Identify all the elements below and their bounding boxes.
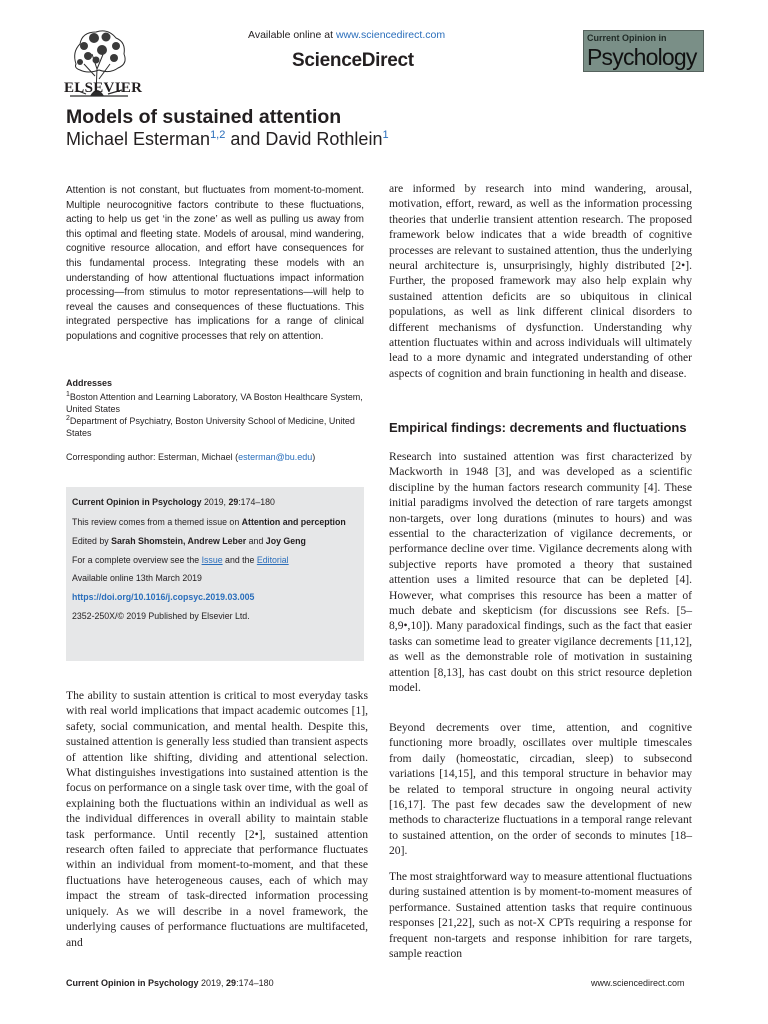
- info-overview: For a complete overview see the Issue and the Editorial: [72, 555, 289, 565]
- authors: Michael Esterman$^{1,2}$ and David Rothlein$^1$: [66, 129, 389, 149]
- info-available-date: Available online 13th March 2019: [72, 573, 202, 583]
- article-info-box: [66, 487, 364, 661]
- body-paragraph-right-4: The most straightforward way to measure attentional fluctuations during sustained attention is by moment-to-moment measures of performance. Sustained attention tasks that require continuous responses [21,22], such as not-X CPTs requiring a response for frequent non-targets and response inhibition for rare targets, sample reaction: [389, 870, 692, 961]
- sciencedirect-link[interactable]: www.sciencedirect.com: [335, 29, 446, 41]
- body-paragraph-right-1: are informed by research into mind wandering, arousal, motivation, effort, reward, as well as the information processing theories that underlie transient attention research. The proposed framework below indicates that a wide breadth of cognitive processes are relevant to sustained attention, thus the underlying neural architecture is, unsurprisingly, highly distributed [2•]. Further, the proposed framework may also help explain why sustained attention deficits are so ubiquitous in clinical populations, as well as link different clinical disorders to different mechanisms of dysfunction. Understanding why attention fluctuates within and across individuals will ultimately lead to a more dynamic and integrated understanding of other aspects of cognition and brain functioning in health and disease.: [389, 182, 692, 380]
- info-citation: Current Opinion in Psychology 2019, 29:174–180: [72, 497, 275, 507]
- doi-link[interactable]: https://doi.org/10.1016/j.copsyc.2019.03.005: [72, 592, 255, 602]
- abstract: Attention is not constant, but fluctuates from moment-to-moment. Multiple neurocognitive factors contribute to these fluctuations, acting to help us get ‘in the zone’ as well as pulling us away from this optimal and fleeting state. Models of arousal, mind wandering, cognitive resource allocation, and effort have consequences for this fundamental process. Integrating these models with an understanding of how attentional fluctuations impact information processing—from stimulus to motor representations—will help to reveal the causes and consequences of these fluctuations. This integrated perspective has implications for a range of clinical populations and cognitive processes that rely on attention.: [66, 185, 364, 342]
- article-title: Models of sustained attention: [66, 106, 342, 128]
- corresponding-author: Corresponding author: Esterman, Michael (esterman@bu.edu): [66, 452, 316, 462]
- available-online: Available online at www.sciencedirect.com: [248, 29, 446, 41]
- body-paragraph-left: The ability to sustain attention is critical to most everyday tasks with real world implications that impact academic outcomes [1], safety, social communication, and mental health. Despite this, sustained attention is generally less studied than transient aspects of attention like shifting, dividing and attentional selection. What distinguishes investigations into sustained attention is the focus on performance on a single task over time, with the goal of explaining both the fluctuations within an individual as well as the individual differences in overall ability to maintain stable task performance. Until recently [2•], sustained attention research often failed to appreciate that performance fluctuates within an individual from moment-to-moment, and that these fluctuations have heterogeneous causes, each of which may impact the stream of task-directed information processing uniquely. As we will describe in a novel framework, the underlying causes of performance fluctuations are multifaceted, and: [66, 689, 369, 949]
- section-heading: Empirical findings: decrements and fluctuations: [389, 420, 687, 435]
- footer-url[interactable]: www.sciencedirect.com: [591, 978, 685, 988]
- platform-name: ScienceDirect: [292, 50, 414, 71]
- journal-badge-line1: Current Opinion in: [587, 33, 667, 43]
- addresses-heading: Addresses: [66, 378, 113, 388]
- publisher-name: ELSEVIER: [64, 80, 143, 96]
- body-paragraph-right-2: Research into sustained attention was first characterized by Mackworth in 1948 [3], and was developed as a scientific discipline by the human factors research community [4]. These initial paradigms involved the detection of rare targets amongst non-targets, over long durations (minutes to hours) and was essential to the characterization of vigilance decrements, or performance decline over time. Vigilance decrements along with subjective reports have promoted a theory that sustained attention uses a limited resource that can be depleted [4]. However, what comprises this resource has been a matter of much debate and skepticism (for discussions see Refs. [5–8,9•,10]). Many paradoxical findings, such as the fact that easier tasks can sometime lead to greater vigilance decrements [11,12], as well as the demonstrable role of motivation in sustaining attention [8,13], has cast doubt on this strict resource depletion model.: [389, 450, 692, 695]
- issue-link[interactable]: Issue: [201, 555, 223, 565]
- email-link[interactable]: esterman@bu.edu: [238, 452, 313, 462]
- footer-citation: Current Opinion in Psychology 2019, 29:174–180: [66, 978, 274, 988]
- journal-cover-badge: [583, 30, 704, 72]
- journal-badge-line2: Psychology: [587, 44, 697, 70]
- address-1: $^1$Boston Attention and Learning Laboratory, VA Boston Healthcare System, United States: [66, 391, 363, 414]
- info-copyright: 2352-250X/© 2019 Published by Elsevier Ltd.: [72, 611, 250, 621]
- info-theme: This review comes from a themed issue on Attention and perception: [72, 517, 346, 527]
- editorial-link[interactable]: Editorial: [256, 555, 289, 565]
- address-2: $^2$Department of Psychiatry, Boston University School of Medicine, United States: [66, 415, 355, 438]
- info-doi: [72, 592, 254, 602]
- info-editors: Edited by Sarah Shomstein, Andrew Leber and Joy Geng: [72, 536, 306, 546]
- body-paragraph-right-3: Beyond decrements over time, attention, and cognitive functioning more broadly, oscillates over multiple timescales from daily (homeostatic, circadian, sleep) to subsecond variations [14,15], and this temporal structure in behavior may be related to temporal structure in ongoing neural activity [16,17]. The past few decades saw the development of new methods to characterize fluctuations in a temporal range relevant to sustained attention, on the order of seconds to minutes [18–20].: [389, 721, 692, 858]
